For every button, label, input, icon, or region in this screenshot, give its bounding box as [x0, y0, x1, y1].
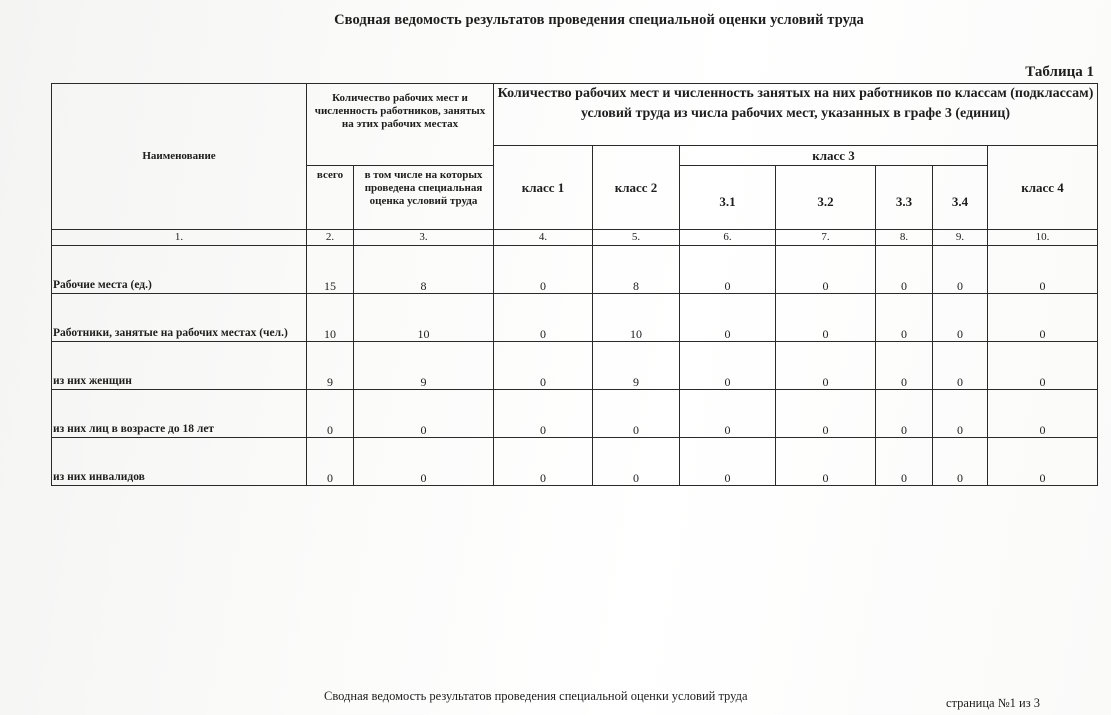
table-row-women [52, 342, 1098, 390]
header-class-1: класс 1 [494, 146, 593, 230]
column-number-row [52, 230, 1098, 246]
cell-value: 0 [988, 390, 1098, 438]
table-row-disabled [52, 438, 1098, 486]
cell-value: 0 [876, 294, 933, 342]
header-class-3-2: 3.2 [776, 166, 876, 230]
cell-value: 0 [307, 390, 354, 438]
header-class-4: класс 4 [988, 146, 1098, 230]
cell-value: 0 [593, 390, 680, 438]
header-class-3-1: 3.1 [680, 166, 776, 230]
table-row-workplaces [52, 246, 1098, 294]
cell-value: 0 [494, 294, 593, 342]
cell-value: 0 [876, 342, 933, 390]
cell-value: 0 [776, 294, 876, 342]
cell-value: 0 [988, 246, 1098, 294]
table-row-workers [52, 294, 1098, 342]
header-class-3-3: 3.3 [876, 166, 933, 230]
header-class-3-4: 3.4 [933, 166, 988, 230]
cell-value: 0 [680, 294, 776, 342]
cell-value: 0 [494, 246, 593, 294]
row-label: из них инвалидов [52, 438, 307, 486]
header-assessed: в том числе на которых проведена специальная оценка условий труда [354, 166, 494, 230]
footer-document-title: Сводная ведомость результатов проведения специальной оценки условий труда [324, 689, 748, 703]
column-number: 3. [354, 230, 494, 246]
header-classes-group: Количество рабочих мест и численность занятых на них работников по классам (подклассам) условий труда из числа рабочих мест, указанных в графе 3 (единиц) [494, 84, 1098, 146]
cell-value: 0 [593, 438, 680, 486]
cell-value: 0 [933, 438, 988, 486]
cell-value: 0 [933, 294, 988, 342]
cell-value: 0 [988, 294, 1098, 342]
cell-value: 0 [680, 246, 776, 294]
page-number: страница №1 из 3 [946, 696, 1041, 710]
header-name: Наименование [52, 84, 307, 230]
table-label: Таблица 1 [1025, 64, 1094, 80]
cell-value: 0 [988, 438, 1098, 486]
header-class-3: класс 3 [680, 146, 988, 166]
cell-value: 0 [876, 246, 933, 294]
column-number: 2. [307, 230, 354, 246]
cell-value: 8 [593, 246, 680, 294]
column-number: 10. [988, 230, 1098, 246]
cell-value: 0 [494, 390, 593, 438]
header-count-group: Количество рабочих мест и численность работников, занятых на этих рабочих местах [307, 84, 494, 166]
cell-value: 0 [933, 342, 988, 390]
cell-value: 0 [876, 390, 933, 438]
cell-value: 10 [307, 294, 354, 342]
cell-value: 0 [494, 438, 593, 486]
document-title: Сводная ведомость результатов проведения специальной оценки условий труда [334, 12, 864, 28]
cell-value: 0 [354, 390, 494, 438]
column-number: 7. [776, 230, 876, 246]
header-class-2: класс 2 [593, 146, 680, 230]
column-number: 1. [52, 230, 307, 246]
cell-value: 9 [307, 342, 354, 390]
cell-value: 0 [680, 390, 776, 438]
cell-value: 10 [593, 294, 680, 342]
summary-table [51, 83, 1098, 486]
table-row-minors [52, 390, 1098, 438]
row-label: из них женщин [52, 342, 307, 390]
row-label: из них лиц в возрасте до 18 лет [52, 390, 307, 438]
cell-value: 0 [680, 342, 776, 390]
cell-value: 9 [354, 342, 494, 390]
cell-value: 0 [933, 246, 988, 294]
cell-value: 15 [307, 246, 354, 294]
cell-value: 8 [354, 246, 494, 294]
column-number: 5. [593, 230, 680, 246]
cell-value: 0 [307, 438, 354, 486]
cell-value: 0 [988, 342, 1098, 390]
header-total: всего [307, 166, 354, 230]
column-number: 9. [933, 230, 988, 246]
row-label: Рабочие места (ед.) [52, 246, 307, 294]
cell-value: 0 [494, 342, 593, 390]
cell-value: 10 [354, 294, 494, 342]
cell-value: 0 [776, 342, 876, 390]
column-number: 4. [494, 230, 593, 246]
cell-value: 0 [776, 246, 876, 294]
row-label: Работники, занятые на рабочих местах (чел.) [52, 294, 307, 342]
cell-value: 0 [876, 438, 933, 486]
cell-value: 0 [776, 390, 876, 438]
cell-value: 0 [933, 390, 988, 438]
cell-value: 9 [593, 342, 680, 390]
cell-value: 0 [776, 438, 876, 486]
cell-value: 0 [680, 438, 776, 486]
column-number: 8. [876, 230, 933, 246]
cell-value: 0 [354, 438, 494, 486]
column-number: 6. [680, 230, 776, 246]
